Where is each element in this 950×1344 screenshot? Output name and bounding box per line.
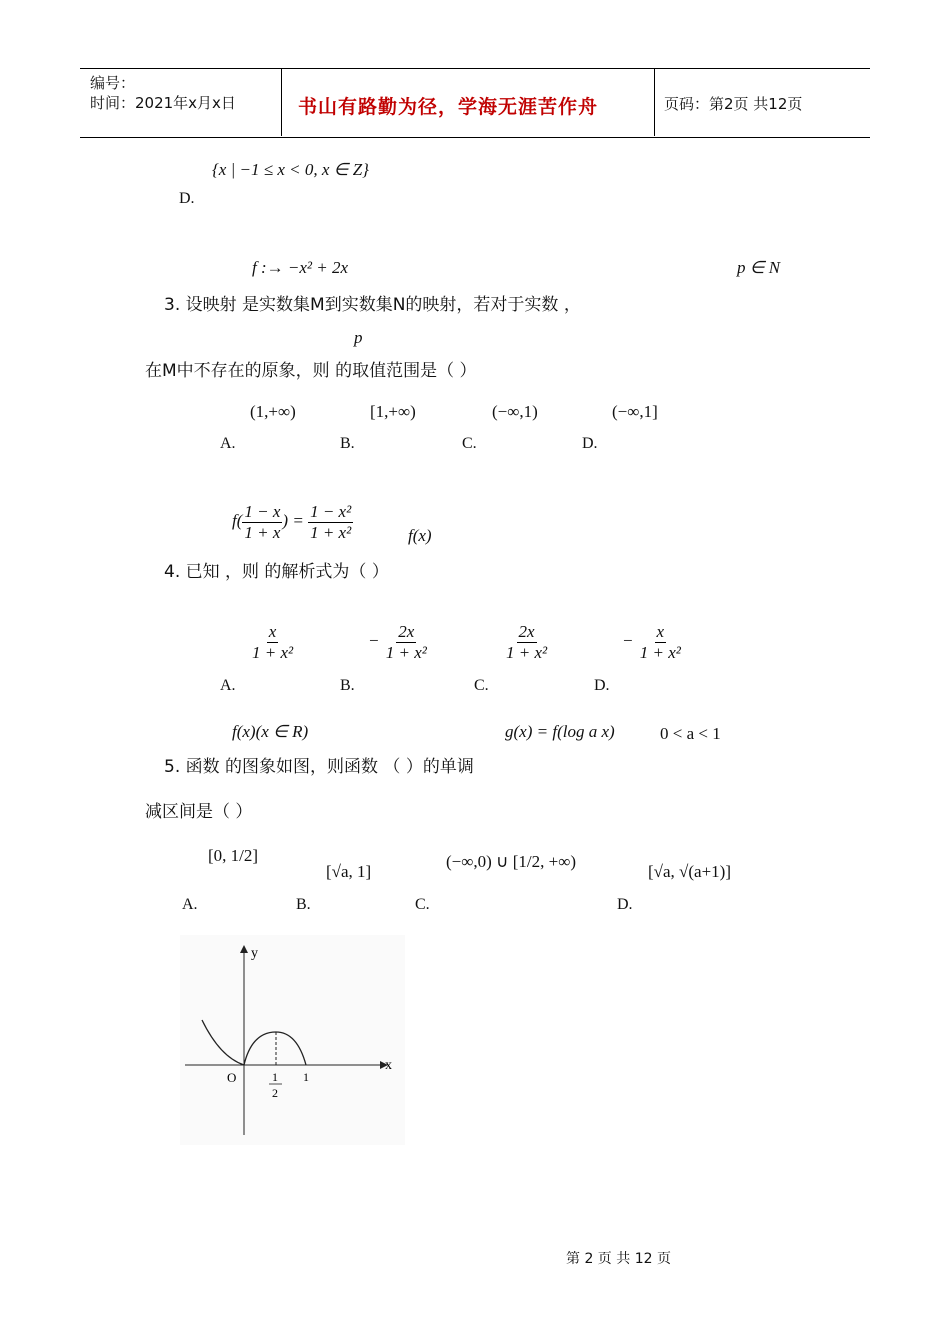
half-denominator: 2: [272, 1086, 278, 1100]
y-axis-label: y: [251, 946, 258, 961]
q2-option-d-label: D.: [179, 190, 195, 207]
q5-label-a: A.: [182, 896, 198, 913]
q4-option-b: − $\frac{2x}{\text{1 + x²}}$: [368, 622, 427, 662]
half-numerator: 1: [272, 1070, 278, 1084]
q4-label-c: C.: [474, 677, 489, 694]
q4-given-equation: f( $\frac{1 - x}{1 + x}$ ) = $\frac{\text{1 − x²}}{\text{1 + x²}}$: [232, 502, 352, 542]
q3-text-line2: 在M中不存在的原象，则 的取值范围是（ ）: [145, 361, 477, 381]
q3-text-line1: 3. 设映射 是实数集M到实数集N的映射，若对于实数 ，: [164, 295, 581, 315]
x-axis-label: x: [385, 1058, 392, 1073]
q4-option-c: $\frac{2x}{\text{1 + x²}}$: [506, 622, 548, 662]
q5-label-c: C.: [415, 896, 430, 913]
q5-g-definition: g(x) = f(log a x): [505, 722, 615, 741]
q4-label-b: B.: [340, 677, 355, 694]
q3-option-c: (−∞,1): [492, 402, 538, 421]
q5-option-d: [√a, √(a+1)]: [648, 862, 731, 881]
one-label: 1: [303, 1070, 309, 1084]
q5-a-condition: 0 < a < 1: [660, 724, 721, 743]
q4-fx: f(x): [408, 526, 432, 545]
page-info: 页码：第2页 共12页: [664, 95, 803, 113]
q4-option-a: $\frac{x}{\text{1 + x²}}$: [252, 622, 294, 662]
q3-p-condition: p ∈ N: [737, 258, 781, 277]
time-label: 时间：2021年x月x日: [90, 94, 236, 112]
q5-label-b: B.: [296, 896, 311, 913]
header-divider: [281, 68, 282, 136]
q5-text-line2: 减区间是（ ）: [145, 802, 253, 822]
function-graph: [180, 935, 405, 1145]
code-label: 编号：: [90, 74, 136, 92]
origin-label: O: [227, 1070, 237, 1085]
q3-option-a: (1,+∞): [250, 402, 296, 421]
q5-option-c: (−∞,0) ∪ [1/2, +∞): [446, 852, 576, 871]
q3-p-symbol: p: [354, 328, 363, 347]
q4-text: 4. 已知 ，则 的解析式为（ ）: [164, 562, 389, 582]
q5-label-d: D.: [617, 896, 633, 913]
q3-option-d: (−∞,1]: [612, 402, 658, 421]
header-divider: [654, 68, 655, 136]
q2-option-d-set: {x | −1 ≤ x < 0, x ∈ Z}: [212, 160, 369, 179]
q5-text-line1: 5. 函数 的图象如图，则函数 （ ）的单调: [164, 757, 474, 777]
q3-label-d: D.: [582, 435, 598, 452]
q3-label-b: B.: [340, 435, 355, 452]
q3-mapping-formula: f :→ −x² + 2x: [252, 258, 349, 277]
motto-text: 书山有路勤为径，学海无涯苦作舟: [298, 96, 599, 118]
q3-label-a: A.: [220, 435, 236, 452]
footer-page-number: 第 2 页 共 12 页: [566, 1251, 671, 1267]
q4-label-d: D.: [594, 677, 610, 694]
q4-label-a: A.: [220, 677, 236, 694]
q5-option-a: [0, 1/2]: [208, 846, 259, 865]
q3-option-b: [1,+∞): [370, 402, 416, 421]
q3-label-c: C.: [462, 435, 477, 452]
q4-option-d: − $\frac{x}{\text{1 + x²}}$: [622, 622, 681, 662]
q5-option-b: [√a, 1]: [326, 862, 372, 881]
q5-f-definition: f(x)(x ∈ R): [232, 722, 309, 741]
